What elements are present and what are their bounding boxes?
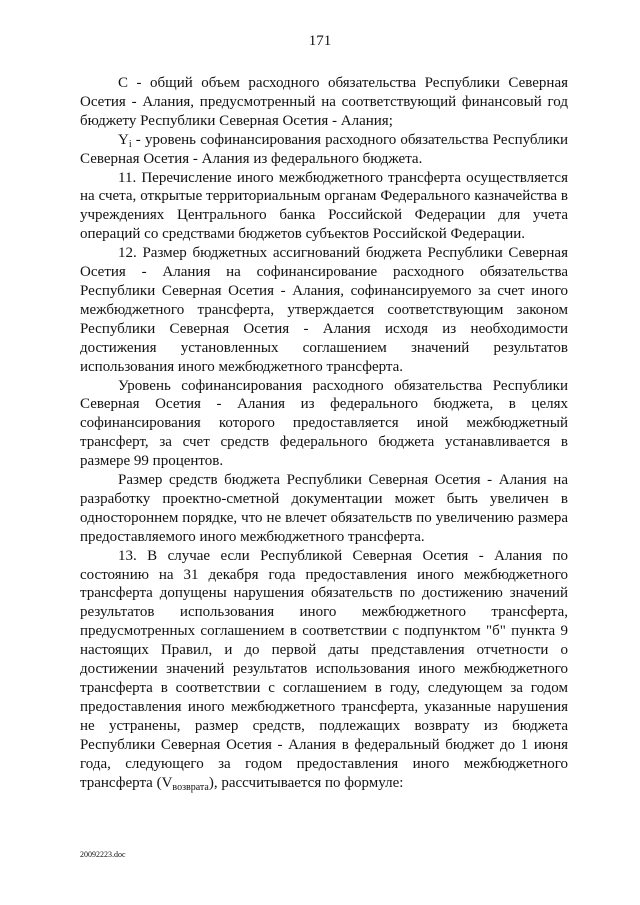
document-body [80, 74, 568, 792]
v-subscript: возврата [172, 781, 209, 793]
paragraph-13 [80, 547, 568, 793]
paragraph-13-tail: ), рассчитывается по формуле: [208, 774, 404, 791]
yi-subscript: i [128, 138, 132, 150]
paragraph-12: 12. Размер бюджетных ассигнований бюджета Республики Северная Осетия - Алания на софинансирование расходного обязательства Республики Северная Осетия - Алания, софинансируемого за счет иного межбюджетного трансферта, утверждается соответствующим законом Республики Северная Осетия - Алания исходя из необходимости достижения установленных соглашением значений результатов использования иного межбюджетного трансферта. [80, 245, 568, 375]
paragraph-yi-definition [80, 131, 568, 169]
page-number: 171 [308, 33, 332, 49]
yi-symbol: Y [118, 131, 129, 148]
footer-file-name: 20092223.doc [80, 850, 126, 859]
yi-definition-text: - уровень софинансирования расходного обязательства Республики Северная Осетия - Алания из федерального бюджета. [80, 131, 568, 167]
paragraph-cofinancing-level: Уровень софинансирования расходного обязательства Республики Северная Осетия - Алания из федерального бюджета, в целях софинансирования которого предоставляется иной межбюджетный трансферт, за счет средств федерального бюджета устанавливается в размере 99 процентов. [80, 377, 568, 470]
paragraph-design-documentation: Размер средств бюджета Республики Северная Осетия - Алания на разработку проектно-сметной документации может быть увеличен в одностороннем порядке, что не влечет обязательств по увеличению размера предоставляемого иного межбюджетного трансферта. [80, 472, 568, 545]
paragraph-13-text: 13. В случае если Республикой Северная Осетия - Алания по состоянию на 31 декабря года предоставления иного межбюджетного трансферта допущены нарушения обязательств по достижению значений результатов использования иного межбюджетного трансферта, предусмотренных соглашением в соответствии с подпунктом "б" пункта 9 настоящих Правил, и до первой даты представления отчетности о достижении значений результатов использования иного межбюджетного трансферта в соответствии с соглашением в году, следующем за годом предоставления иного межбюджетного трансферта, указанные нарушения не устранены, размер средств, подлежащих возврату из бюджета Республики Северная Осетия - Алания в федеральный бюджет до 1 июня года, следующего за годом предоставления иного межбюджетного трансферта (V [80, 547, 568, 791]
paragraph-11: 11. Перечисление иного межбюджетного трансферта осуществляется на счета, открытые территориальным органам Федерального казначейства в учреждениях Центрального банка Российской Федерации для учета операций со средствами бюджетов субъектов Российской Федерации. [80, 169, 568, 243]
paragraph-c-definition: С - общий объем расходного обязательства Республики Северная Осетия - Алания, предусмотренный на соответствующий финансовый год бюджету Республики Северная Осетия - Алания; [80, 75, 568, 129]
